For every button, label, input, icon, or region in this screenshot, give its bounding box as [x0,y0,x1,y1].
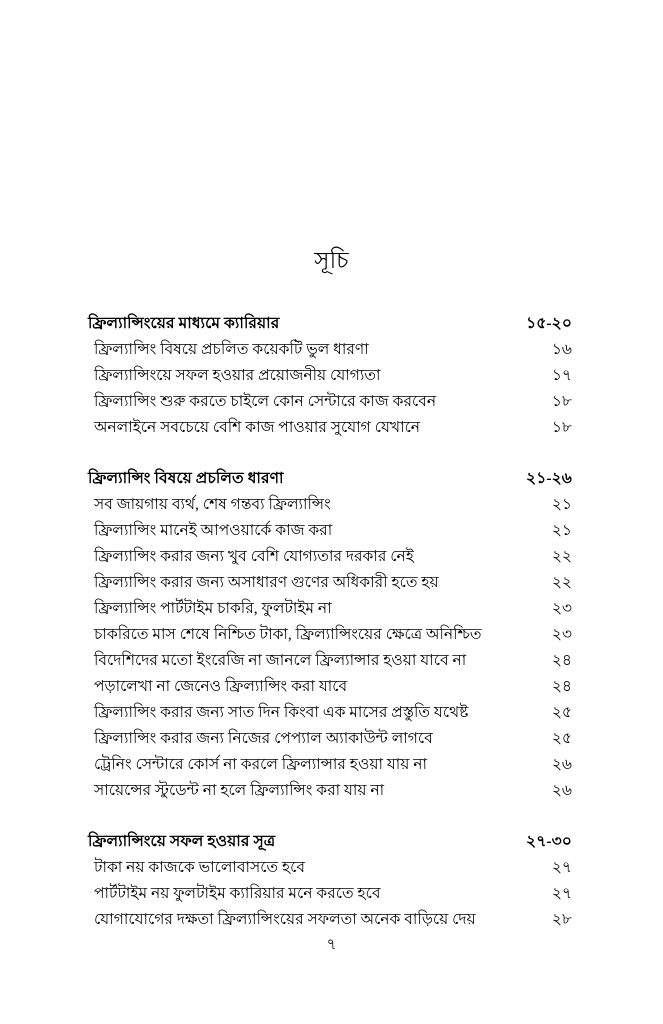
toc-entry-row[interactable] [88,415,572,441]
toc-entry-label: ফ্রিল্যান্সিং শুরু করতে চাইলে কোন সেন্টারে কাজ করবেন [94,393,437,410]
toc-entry-row[interactable] [88,907,572,933]
toc-entry-row[interactable] [88,648,572,674]
toc-entry-page-number: ২৪ [551,678,572,695]
toc-entry-page-number: ১৮ [551,419,572,436]
toc-entry-label: পড়ালেখা না জেনেও ফ্রিল্যান্সিং করা যাবে [94,678,348,695]
toc-entry-label: ফ্রিল্যান্সিং করার জন্য নিজের পেপ্যাল অ্যাকাউন্ট লাগবে [94,730,433,747]
toc-section [88,466,572,804]
toc-entry-page-number: ২৭ [551,859,572,876]
toc-entry-page-number: ২৫ [551,704,572,721]
toc-section-heading-row[interactable] [88,311,572,337]
toc-entry-label: বিদেশিদের মতো ইংরেজি না জানলে ফ্রিল্যান্সার হওয়া যাবে না [94,652,467,669]
toc-entry-page-number: ১৭ [551,367,572,384]
toc-entry-row[interactable] [88,855,572,881]
toc-entry-page-number: ২৩ [551,626,572,643]
toc-entry-label: ফ্রিল্যান্সিং পার্টটাইম চাকরি, ফুলটাইম না [94,600,332,617]
toc-entry-row[interactable] [88,389,572,415]
toc-section [88,311,572,441]
toc-entry-label: ফ্রিল্যান্সিং করার জন্য অসাধারণ গুণের অধিকারী হতে হয় [94,574,439,591]
toc-entry-label: ফ্রিল্যান্সিং মানেই আপওয়ার্কে কাজ করা [94,522,333,539]
toc-entry-row[interactable] [88,752,572,778]
toc-entry-page-number: ২২ [551,548,572,565]
toc-entry-page-number: ২৭ [551,885,572,902]
toc-entry-page-number: ২৮ [551,911,572,928]
toc-entry-page-number: ২১ [551,496,572,513]
toc-section-heading-label: ফ্রিল্যান্সিংয়ে সফল হওয়ার সূত্র [88,833,276,850]
toc-entry-row[interactable] [88,700,572,726]
toc-entry-label: টাকা নয় কাজকে ভালোবাসতে হবে [94,859,305,876]
toc-entry-row[interactable] [88,518,572,544]
toc-entry-row[interactable] [88,622,572,648]
toc-entry-row[interactable] [88,492,572,518]
toc-entry-page-number: ১৮ [551,393,572,410]
toc-entry-page-number: ২৬ [551,782,572,799]
toc-entry-label: ফ্রিল্যান্সিংয়ে সফল হওয়ার প্রয়োজনীয় যোগ্যতা [94,367,381,384]
toc-entry-row[interactable] [88,726,572,752]
toc-section-heading-label: ফ্রিল্যান্সিংয়ের মাধ্যমে ক্যারিয়ার [88,315,280,332]
toc-section-heading-label: ফ্রিল্যান্সিং বিষয়ে প্রচলিত ধারণা [88,470,284,487]
toc-entry-row[interactable] [88,337,572,363]
toc-entry-page-number: ১৬ [551,341,572,358]
toc-entry-row[interactable] [88,544,572,570]
toc-entry-label: যোগাযোগের দক্ষতা ফ্রিল্যান্সিংয়ের সফলতা অনেক বাড়িয়ে দেয় [94,911,476,928]
toc-entry-label: ফ্রিল্যান্সিং করার জন্য সাত দিন কিংবা এক মাসের প্রস্তুতি যথেষ্ট [94,704,469,721]
toc-section-page-range: ২১-২৬ [526,470,572,487]
toc-entry-label: পার্টটাইম নয় ফুলটাইম ক্যারিয়ার মনে করতে হবে [94,885,381,902]
toc-section-heading-row[interactable] [88,829,572,855]
toc-entry-label: ফ্রিল্যান্সিং বিষয়ে প্রচলিত কয়েকটি ভুল ধারণা [94,341,369,358]
toc-entry-row[interactable] [88,596,572,622]
toc-section-heading-row[interactable] [88,466,572,492]
toc-entry-row[interactable] [88,674,572,700]
page-title: সূচি [314,248,349,273]
toc-entry-row[interactable] [88,570,572,596]
toc-entry-label: সব জায়গায় ব্যর্থ, শেষ গন্তব্য ফ্রিল্যান্সিং [94,496,331,513]
toc-entry-label: ফ্রিল্যান্সিং করার জন্য খুব বেশি যোগ্যতার দরকার নেই [94,548,414,565]
toc-entry-page-number: ২৪ [551,652,572,669]
toc-entry-label: অনলাইনে সবচেয়ে বেশি কাজ পাওয়ার সুযোগ যেখানে [94,419,421,436]
toc-entry-page-number: ২২ [551,574,572,591]
toc-entry-page-number: ২৫ [551,730,572,747]
toc-entry-label: চাকরিতে মাস শেষে নিশ্চিত টাকা, ফ্রিল্যান্সিংয়ের ক্ষেত্রে অনিশ্চিত [94,626,482,643]
toc-section-page-range: ২৭-৩০ [526,833,572,850]
toc-entry-row[interactable] [88,778,572,804]
table-of-contents [88,311,572,933]
toc-entry-row[interactable] [88,363,572,389]
toc-section [88,829,572,933]
toc-entry-page-number: ২১ [551,522,572,539]
toc-entry-label: সায়েন্সের স্টুডেন্ট না হলে ফ্রিল্যান্সিং করা যায় না [94,782,385,799]
page-number-folio: ৭ [326,937,337,953]
toc-section-page-range: ১৫-২০ [526,315,572,332]
toc-entry-row[interactable] [88,881,572,907]
toc-entry-page-number: ২৬ [551,756,572,773]
toc-entry-label: ট্রেনিং সেন্টারে কোর্স না করলে ফ্রিল্যান্সার হওয়া যায় না [94,756,428,773]
toc-entry-page-number: ২৩ [551,600,572,617]
